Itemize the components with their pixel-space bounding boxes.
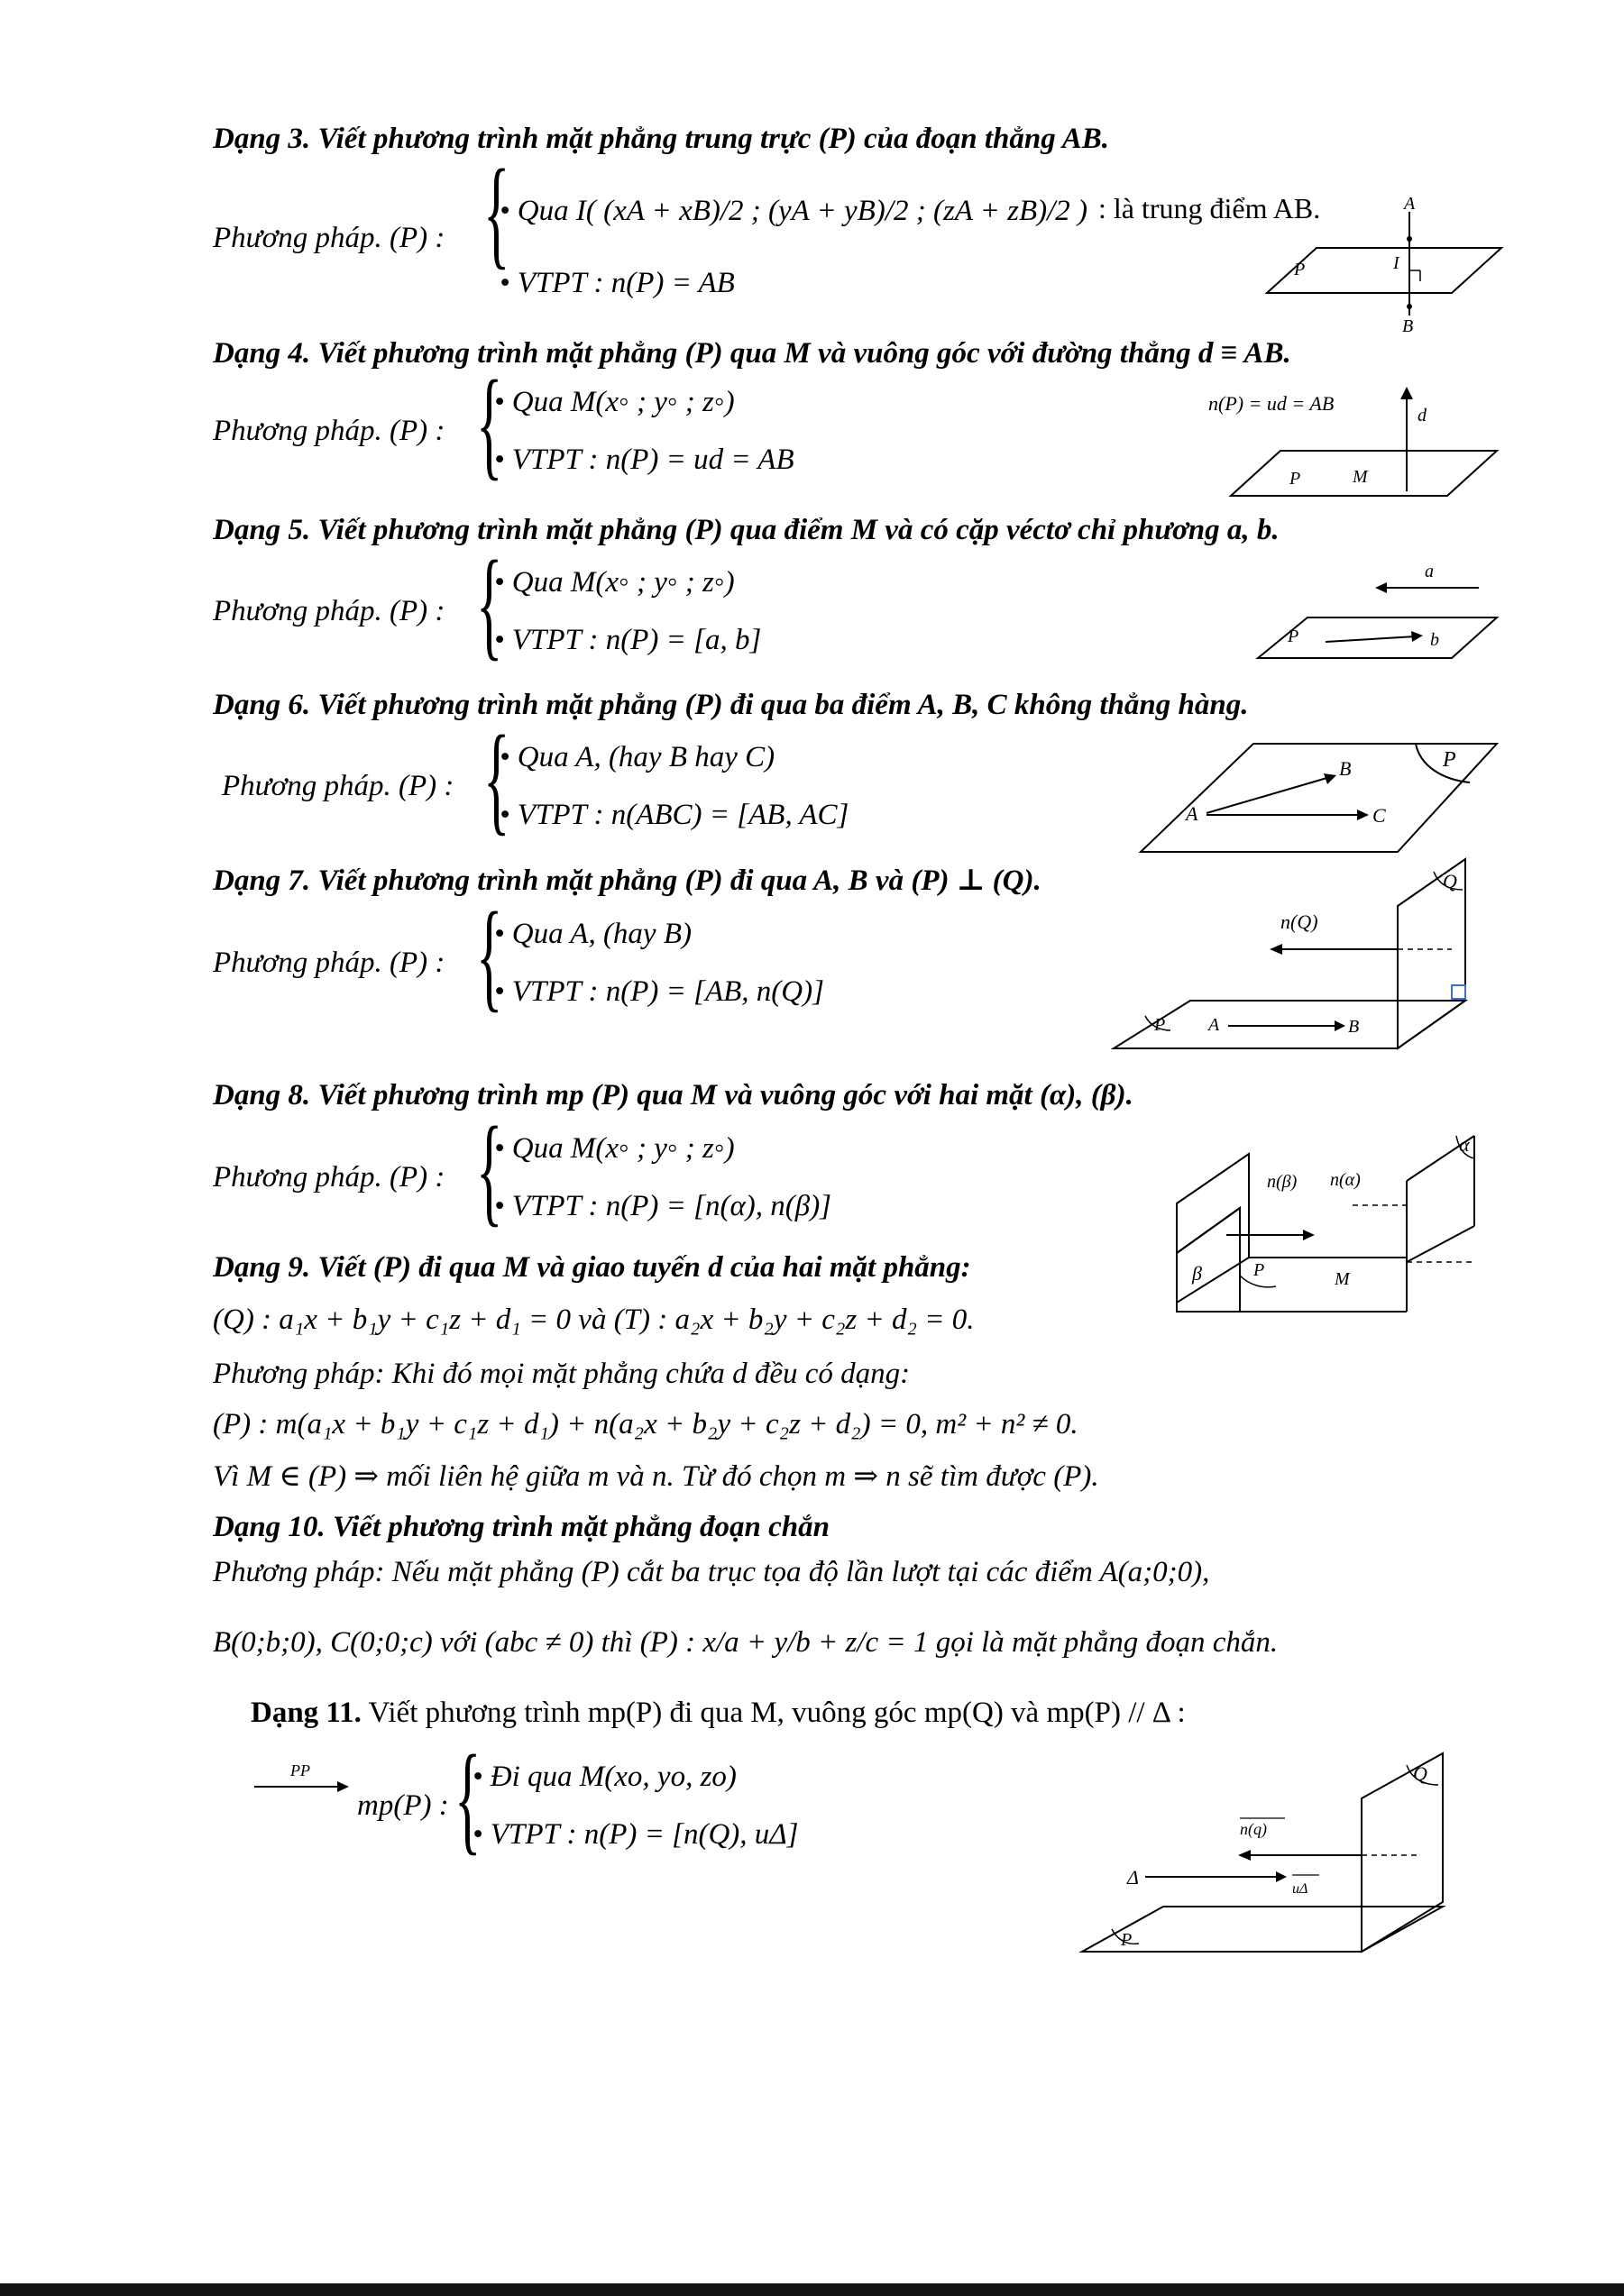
method-label: Phương pháp. (P) : xyxy=(222,770,454,802)
label-p: P xyxy=(1253,1260,1265,1280)
method-item: • VTPT : n(P) = [n(Q), uΔ] xyxy=(473,1818,799,1851)
label-m: M xyxy=(1335,1269,1350,1289)
figure-dang-11 xyxy=(1078,1749,1456,1961)
heading-dang-4: Dạng 4. Viết phương trình mặt phẳng (P) qua M và vuông góc với đường thẳng d ≡ AB. xyxy=(213,337,1291,370)
label-p: P xyxy=(1443,748,1456,772)
label-b: b xyxy=(1430,630,1439,650)
label-a: A xyxy=(1404,194,1416,214)
method-item: • VTPT : n(P) = [a, b] xyxy=(494,624,762,656)
label-nalpha: n(α) xyxy=(1330,1170,1361,1190)
pp-arrow xyxy=(254,1758,353,1807)
d9-formula: (P) : m(a₁x + b₁y + c₁z + d₁) + n(a₂x + b₂y + c₂z + d₂) = 0, m² + n² ≠ 0. xyxy=(213,1408,1078,1441)
label-pp: PP xyxy=(290,1761,310,1779)
method-item: • VTPT : n(P) = [n(α), n(β)] xyxy=(494,1190,832,1222)
method-label: Phương pháp. (P) : xyxy=(213,222,445,254)
label-a: A xyxy=(1208,1015,1220,1035)
label-m: M xyxy=(1353,467,1368,487)
label-q: Q xyxy=(1443,870,1457,892)
brace: { xyxy=(476,888,503,1023)
label-a: A xyxy=(1186,802,1198,825)
heading-dang-11: Dạng 11. Viết phương trình mp(P) đi qua M, vuông góc mp(Q) và mp(P) // Δ : xyxy=(251,1697,1186,1729)
brace: { xyxy=(454,1731,482,1866)
figure-dang-5 xyxy=(1253,559,1506,672)
heading-dang-7: Dạng 7. Viết phương trình mặt phẳng (P) đi qua A, B và (P) ⊥ (Q). xyxy=(213,864,1041,897)
method-item: • Qua I( (xA + xB)/2 ; (yA + yB)/2 ; (zA + zB)/2 ) xyxy=(500,195,1088,227)
figure-dang-7 xyxy=(1109,852,1479,1059)
method-dang-11 xyxy=(357,1731,1078,1871)
method-dang-4 xyxy=(213,356,1115,496)
label-p: P xyxy=(1154,1015,1166,1035)
label-i: I xyxy=(1393,253,1399,273)
label-q: Q xyxy=(1413,1762,1427,1785)
brace: { xyxy=(476,356,503,491)
method-item: • VTPT : n(ABC) = [AB, AC] xyxy=(500,799,849,831)
label-d: d xyxy=(1418,406,1427,425)
figure-dang-8 xyxy=(1172,1131,1479,1325)
method-item: • Qua A, (hay B) xyxy=(494,918,692,950)
label-c: C xyxy=(1372,804,1386,827)
label-u: uΔ xyxy=(1292,1881,1308,1897)
label-beta: β xyxy=(1192,1262,1202,1285)
label-p: P xyxy=(1288,627,1299,646)
brace: { xyxy=(476,1102,503,1238)
label-b: B xyxy=(1402,316,1414,336)
method-item: • VTPT : n(P) = ud = AB xyxy=(494,444,794,476)
method-item: • Qua M(x◦ ; y◦ ; z◦) xyxy=(494,1132,735,1165)
label-normal: n(P) = ud = AB xyxy=(1208,392,1335,415)
method-item: • Đi qua M(xo, yo, zo) xyxy=(473,1761,737,1793)
label-nq: n(q) xyxy=(1240,1820,1267,1838)
midpoint-note: : là trung điểm AB. xyxy=(1098,192,1321,224)
heading-dang-6: Dạng 6. Viết phương trình mặt phẳng (P) đi qua ba điểm A, B, C không thẳng hàng. xyxy=(213,689,1249,721)
method-dang-5 xyxy=(213,536,1115,676)
heading-dang-10: Dạng 10. Viết phương trình mặt phẳng đoạn chắn xyxy=(213,1511,830,1543)
label-p: P xyxy=(1289,469,1301,489)
figure-dang-4 xyxy=(1190,383,1515,514)
label-b: B xyxy=(1339,757,1352,780)
method-dang-6 xyxy=(213,711,1115,851)
label-delta: Δ xyxy=(1127,1866,1139,1889)
label-p: P xyxy=(1294,260,1306,279)
heading-dang-8: Dạng 8. Viết phương trình mp (P) qua M và vuông góc với hai mặt (α), (β). xyxy=(213,1079,1133,1111)
figure-dang-6 xyxy=(1136,739,1506,861)
method-label: Phương pháp. (P) : xyxy=(213,415,445,447)
method-label: mp(P) : xyxy=(357,1789,449,1822)
method-item: • Qua M(x◦ ; y◦ ; z◦) xyxy=(494,386,735,418)
label-p: P xyxy=(1121,1930,1133,1950)
method-label: Phương pháp. (P) : xyxy=(213,1161,445,1194)
method-dang-3 xyxy=(213,145,1115,299)
label-nbeta: n(β) xyxy=(1267,1172,1298,1192)
d9-planes: (Q) : a₁x + b₁y + c₁z + d₁ = 0 và (T) : a₂x + b₂y + c₂z + d₂ = 0. xyxy=(213,1304,975,1336)
figure-dang-3 xyxy=(1262,194,1506,338)
heading-dang-5: Dạng 5. Viết phương trình mặt phẳng (P) qua điểm M và có cặp véctơ chỉ phương a, b. xyxy=(213,514,1280,546)
label-alpha: α xyxy=(1459,1133,1470,1156)
method-item: • VTPT : n(P) = [AB, n(Q)] xyxy=(494,975,824,1008)
d10-formula: B(0;b;0), C(0;0;c) với (abc ≠ 0) thì (P) : x/a + y/b + z/c = 1 gọi là mặt phẳng đoạn chắn. xyxy=(213,1626,1279,1659)
d9-method: Phương pháp: Khi đó mọi mặt phẳng chứa d đều có dạng: xyxy=(213,1358,911,1390)
label-b: B xyxy=(1348,1017,1360,1037)
method-label: Phương pháp. (P) : xyxy=(213,947,445,979)
d9-conclusion: Vì M ∈ (P) ⇒ mối liên hệ giữa m và n. Từ đó chọn m ⇒ n sẽ tìm được (P). xyxy=(213,1460,1099,1493)
label-a: a xyxy=(1425,562,1434,581)
brace: { xyxy=(483,145,510,280)
heading-dang-3: Dạng 3. Viết phương trình mặt phẳng trung trực (P) của đoạn thẳng AB. xyxy=(213,123,1110,155)
method-label: Phương pháp. (P) : xyxy=(213,595,445,627)
d10-method: Phương pháp: Nếu mặt phẳng (P) cắt ba trục tọa độ lần lượt tại các điểm A(a;0;0), xyxy=(213,1556,1210,1588)
brace: { xyxy=(476,536,503,672)
method-item: • Qua A, (hay B hay C) xyxy=(500,741,775,773)
method-item: • Qua M(x◦ ; y◦ ; z◦) xyxy=(494,566,735,599)
label-nq: n(Q) xyxy=(1280,910,1318,933)
heading-dang-9: Dạng 9. Viết (P) đi qua M và giao tuyến d của hai mặt phẳng: xyxy=(213,1251,971,1284)
method-item: • VTPT : n(P) = AB xyxy=(500,267,735,299)
method-dang-7 xyxy=(213,888,1115,1028)
method-dang-8 xyxy=(213,1102,1115,1242)
bottom-edge xyxy=(0,2283,1624,2296)
brace: { xyxy=(483,711,510,846)
